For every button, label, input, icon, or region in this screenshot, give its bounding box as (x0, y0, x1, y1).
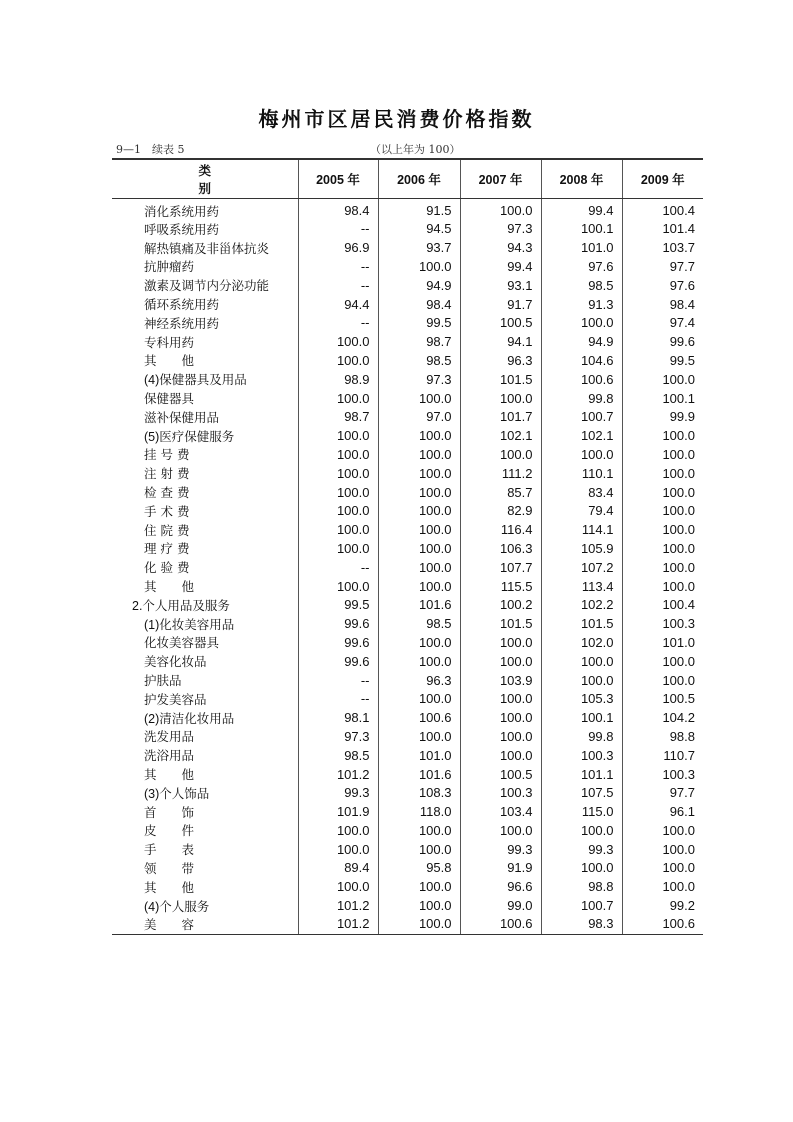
value-2008: 100.3 (541, 746, 622, 765)
value-2006: 100.0 (378, 539, 460, 558)
value-2005: -- (298, 313, 378, 332)
value-2008: 98.8 (541, 877, 622, 896)
value-2007: 94.3 (460, 238, 541, 257)
value-2006: 94.5 (378, 220, 460, 239)
table-row (112, 765, 703, 784)
value-2009: 100.3 (622, 765, 703, 784)
value-2007: 99.3 (460, 840, 541, 859)
row-label: (4)保健器具及用品 (144, 373, 247, 388)
value-2006: 100.0 (378, 633, 460, 652)
value-2009: 97.4 (622, 313, 703, 332)
value-2006: 100.0 (378, 896, 460, 915)
value-2009: 100.0 (622, 539, 703, 558)
value-2007: 85.7 (460, 483, 541, 502)
row-label: 抗肿瘤药 (144, 259, 195, 275)
value-2007: 100.0 (460, 689, 541, 708)
value-2008: 107.5 (541, 783, 622, 802)
table-row (112, 746, 703, 765)
value-2007: 100.5 (460, 313, 541, 332)
value-2007: 94.1 (460, 332, 541, 351)
table-row (112, 577, 703, 596)
value-2005: 101.9 (298, 802, 378, 821)
table-row (112, 859, 703, 878)
value-2007: 100.2 (460, 595, 541, 614)
table-row (112, 238, 703, 257)
row-label: (1)化妆美容用品 (144, 617, 235, 632)
value-2008: 79.4 (541, 501, 622, 520)
value-2008: 104.6 (541, 351, 622, 370)
row-label: 解热镇痛及非甾体抗炎 (144, 240, 270, 256)
value-2008: 110.1 (541, 464, 622, 483)
value-2005: -- (298, 276, 378, 295)
value-2008: 83.4 (541, 483, 622, 502)
table-row (112, 464, 703, 483)
value-2009: 96.1 (622, 802, 703, 821)
value-2005: 98.4 (298, 198, 378, 220)
value-2006: 100.0 (378, 821, 460, 840)
value-2008: 100.0 (541, 652, 622, 671)
value-2008: 91.3 (541, 295, 622, 314)
table-row (112, 501, 703, 520)
value-2008: 100.6 (541, 370, 622, 389)
value-2005: 99.5 (298, 595, 378, 614)
value-2006: 100.0 (378, 464, 460, 483)
value-2009: 100.0 (622, 652, 703, 671)
row-label: 其 他 (144, 353, 195, 369)
value-2008: 107.2 (541, 558, 622, 577)
row-label: 美 容 (112, 915, 298, 935)
value-2006: 93.7 (378, 238, 460, 257)
value-2006: 100.0 (378, 727, 460, 746)
row-label: 手 表 (144, 842, 195, 858)
value-2008: 97.6 (541, 257, 622, 276)
value-2008: 101.0 (541, 238, 622, 257)
value-2007: 100.5 (460, 765, 541, 784)
value-2006: 100.0 (378, 389, 460, 408)
value-2006: 100.0 (378, 483, 460, 502)
table-row (112, 671, 703, 690)
row-label: 洗发用品 (144, 729, 195, 745)
value-2005: 100.0 (298, 501, 378, 520)
value-2005: 100.0 (298, 520, 378, 539)
row-label: 护发美容品 (144, 691, 207, 707)
value-2006: 97.3 (378, 370, 460, 389)
value-2005: 100.0 (298, 445, 378, 464)
row-label: 领 带 (144, 860, 195, 876)
value-2005: 99.6 (298, 652, 378, 671)
value-2008: 100.1 (541, 220, 622, 239)
value-2006: 100.0 (378, 501, 460, 520)
row-label: 皮 件 (144, 823, 195, 839)
header-category: 类 别 (112, 159, 298, 198)
header-2005: 2005 年 (298, 159, 378, 198)
header-2008: 2008 年 (541, 159, 622, 198)
value-2006: 99.5 (378, 313, 460, 332)
value-2009: 100.0 (622, 370, 703, 389)
value-2006: 100.0 (378, 426, 460, 445)
row-label: 2.个人用品及服务 (132, 598, 230, 613)
value-2006: 100.0 (378, 689, 460, 708)
value-2009: 99.6 (622, 332, 703, 351)
value-2008: 99.8 (541, 727, 622, 746)
value-2008: 102.1 (541, 426, 622, 445)
value-2005: 100.0 (298, 483, 378, 502)
row-label: 化妆美容器具 (144, 635, 220, 651)
value-2005: 100.0 (298, 821, 378, 840)
value-2007: 99.0 (460, 896, 541, 915)
row-label: 手 术 费 (144, 503, 190, 519)
row-label: 检 查 费 (144, 485, 190, 501)
value-2005: 100.0 (298, 426, 378, 445)
document-title: 梅州市区居民消费价格指数 (258, 107, 535, 131)
row-label: 化 验 费 (144, 560, 190, 576)
table-row (112, 198, 703, 220)
table-row (112, 614, 703, 633)
value-2006: 100.0 (378, 652, 460, 671)
value-2007: 100.3 (460, 783, 541, 802)
value-2009: 100.0 (622, 558, 703, 577)
header-2009: 2009 年 (622, 159, 703, 198)
table-row (112, 595, 703, 614)
value-2006: 100.0 (378, 257, 460, 276)
table-row (112, 389, 703, 408)
value-2005: -- (298, 689, 378, 708)
header-2007: 2007 年 (460, 159, 541, 198)
value-2006: 100.0 (378, 577, 460, 596)
value-2005: -- (298, 257, 378, 276)
row-label: 护肤品 (144, 673, 182, 689)
value-2007: 116.4 (460, 520, 541, 539)
cpi-table (112, 158, 703, 935)
value-2007: 100.0 (460, 633, 541, 652)
table-row (112, 708, 703, 727)
table-row (112, 426, 703, 445)
value-2005: 100.0 (298, 539, 378, 558)
value-2005: 98.9 (298, 370, 378, 389)
value-2007: 106.3 (460, 539, 541, 558)
value-2007: 101.5 (460, 370, 541, 389)
value-2009: 100.4 (622, 595, 703, 614)
value-2009: 100.0 (622, 840, 703, 859)
row-label: 首 饰 (144, 804, 195, 820)
value-2005: 89.4 (298, 859, 378, 878)
value-2005: 100.0 (298, 464, 378, 483)
value-2007: 103.9 (460, 671, 541, 690)
table-row (112, 652, 703, 671)
value-2008: 102.0 (541, 633, 622, 652)
value-2007: 115.5 (460, 577, 541, 596)
value-2009: 100.0 (622, 577, 703, 596)
value-2007: 100.0 (460, 821, 541, 840)
value-2009: 98.8 (622, 727, 703, 746)
value-2008: 98.3 (541, 915, 622, 935)
table-row (112, 821, 703, 840)
value-2007: 91.9 (460, 859, 541, 878)
table-row (112, 351, 703, 370)
value-2009: 100.0 (622, 859, 703, 878)
value-2007: 82.9 (460, 501, 541, 520)
row-label: (2)清洁化妆用品 (144, 711, 235, 726)
value-2006: 95.8 (378, 859, 460, 878)
value-2009: 99.9 (622, 407, 703, 426)
value-2009: 100.0 (622, 483, 703, 502)
table-body (112, 198, 703, 934)
value-2005: 100.0 (298, 577, 378, 596)
value-2008: 100.0 (541, 859, 622, 878)
value-2006: 98.5 (378, 351, 460, 370)
value-2007: 100.0 (460, 727, 541, 746)
value-2009: 99.2 (622, 896, 703, 915)
value-2008: 100.0 (541, 671, 622, 690)
value-2005: 98.5 (298, 746, 378, 765)
value-2007: 100.0 (460, 652, 541, 671)
value-2007: 111.2 (460, 464, 541, 483)
value-2007: 93.1 (460, 276, 541, 295)
value-2008: 102.2 (541, 595, 622, 614)
row-label: 专科用药 (144, 334, 195, 350)
value-2005: 100.0 (298, 332, 378, 351)
value-2005: 98.1 (298, 708, 378, 727)
table-row (112, 896, 703, 915)
value-2005: 101.2 (298, 765, 378, 784)
value-2006: 96.3 (378, 671, 460, 690)
value-2006: 97.0 (378, 407, 460, 426)
value-2007: 97.3 (460, 220, 541, 239)
value-2006: 100.0 (378, 520, 460, 539)
value-2007: 102.1 (460, 426, 541, 445)
value-2005: 99.3 (298, 783, 378, 802)
row-label: 洗浴用品 (144, 748, 195, 764)
value-2008: 105.9 (541, 539, 622, 558)
row-label: 理 疗 费 (144, 541, 190, 557)
value-2005: 101.2 (298, 896, 378, 915)
value-2007: 96.6 (460, 877, 541, 896)
row-label: 滋补保健用品 (144, 409, 220, 425)
value-2007: 101.7 (460, 407, 541, 426)
value-2007: 99.4 (460, 257, 541, 276)
value-2009: 97.6 (622, 276, 703, 295)
value-2008: 115.0 (541, 802, 622, 821)
value-2009: 97.7 (622, 257, 703, 276)
value-2008: 98.5 (541, 276, 622, 295)
value-2009: 100.3 (622, 614, 703, 633)
table-row (112, 370, 703, 389)
value-2008: 99.3 (541, 840, 622, 859)
value-2008: 101.1 (541, 765, 622, 784)
value-2009: 100.0 (622, 821, 703, 840)
value-2008: 100.0 (541, 313, 622, 332)
row-label: 呼吸系统用药 (144, 221, 220, 237)
table-row (112, 840, 703, 859)
table-row (112, 276, 703, 295)
row-label: 挂 号 费 (144, 447, 190, 463)
value-2009: 100.6 (622, 915, 703, 935)
value-2005: 100.0 (298, 351, 378, 370)
value-2006: 98.7 (378, 332, 460, 351)
table-row (112, 407, 703, 426)
row-label: 美容化妆品 (144, 654, 207, 670)
value-2007: 100.0 (460, 445, 541, 464)
table-row (112, 445, 703, 464)
value-2007: 100.0 (460, 198, 541, 220)
value-2005: 100.0 (298, 877, 378, 896)
value-2009: 100.0 (622, 501, 703, 520)
table-row (112, 295, 703, 314)
row-label: 消化系统用药 (144, 203, 220, 219)
value-2006: 98.5 (378, 614, 460, 633)
value-2006: 100.0 (378, 915, 460, 935)
value-2009: 103.7 (622, 238, 703, 257)
value-2009: 99.5 (622, 351, 703, 370)
value-2006: 98.4 (378, 295, 460, 314)
table-row (112, 558, 703, 577)
value-2005: 101.2 (298, 915, 378, 935)
row-label: 神经系统用药 (144, 315, 220, 331)
value-2009: 100.1 (622, 389, 703, 408)
value-2005: 99.6 (298, 614, 378, 633)
value-2006: 91.5 (378, 198, 460, 220)
value-2005: 94.4 (298, 295, 378, 314)
value-2007: 100.0 (460, 746, 541, 765)
value-2009: 101.0 (622, 633, 703, 652)
value-2009: 110.7 (622, 746, 703, 765)
value-2007: 103.4 (460, 802, 541, 821)
value-2008: 101.5 (541, 614, 622, 633)
value-2009: 98.4 (622, 295, 703, 314)
value-2008: 100.7 (541, 896, 622, 915)
row-label: 保健器具 (144, 391, 195, 407)
value-2008: 100.1 (541, 708, 622, 727)
value-2006: 101.6 (378, 595, 460, 614)
row-label: 其 他 (144, 767, 195, 782)
table-row (112, 257, 703, 276)
base-year-note: （以上年为 100） (370, 143, 461, 156)
value-2005: 97.3 (298, 727, 378, 746)
value-2009: 100.0 (622, 464, 703, 483)
value-2009: 97.7 (622, 783, 703, 802)
row-label: 住 院 费 (144, 522, 190, 538)
value-2006: 100.0 (378, 558, 460, 577)
table-row (112, 727, 703, 746)
value-2009: 100.4 (622, 198, 703, 220)
header-row (112, 159, 703, 198)
table-row (112, 313, 703, 332)
value-2006: 101.0 (378, 746, 460, 765)
table-row (112, 689, 703, 708)
value-2005: 100.0 (298, 389, 378, 408)
value-2008: 114.1 (541, 520, 622, 539)
value-2009: 100.0 (622, 426, 703, 445)
value-2008: 99.4 (541, 198, 622, 220)
value-2005: -- (298, 220, 378, 239)
row-label: 注 射 费 (144, 466, 190, 482)
value-2006: 108.3 (378, 783, 460, 802)
header-2006: 2006 年 (378, 159, 460, 198)
table-row (112, 520, 703, 539)
value-2008: 94.9 (541, 332, 622, 351)
value-2007: 100.0 (460, 708, 541, 727)
row-label: 其 他 (144, 579, 195, 595)
value-2006: 100.6 (378, 708, 460, 727)
row-label: (3)个人饰品 (144, 786, 210, 801)
row-label: 循环系统用药 (144, 297, 220, 313)
table-row (112, 332, 703, 351)
value-2005: -- (298, 558, 378, 577)
value-2009: 100.0 (622, 520, 703, 539)
value-2005: 98.7 (298, 407, 378, 426)
value-2007: 96.3 (460, 351, 541, 370)
value-2006: 100.0 (378, 877, 460, 896)
value-2009: 101.4 (622, 220, 703, 239)
value-2009: 100.0 (622, 877, 703, 896)
table-row (112, 220, 703, 239)
value-2008: 100.0 (541, 821, 622, 840)
row-label: 激素及调节内分泌功能 (144, 278, 270, 294)
table-row (112, 483, 703, 502)
value-2009: 100.5 (622, 689, 703, 708)
row-label: (4)个人服务 (144, 899, 210, 914)
table-row (112, 802, 703, 821)
value-2005: -- (298, 671, 378, 690)
value-2006: 94.9 (378, 276, 460, 295)
value-2006: 100.0 (378, 445, 460, 464)
value-2007: 101.5 (460, 614, 541, 633)
row-label: (5)医疗保健服务 (144, 429, 235, 444)
value-2007: 91.7 (460, 295, 541, 314)
value-2005: 100.0 (298, 840, 378, 859)
value-2009: 100.0 (622, 671, 703, 690)
value-2006: 118.0 (378, 802, 460, 821)
value-2007: 107.7 (460, 558, 541, 577)
table-row (112, 783, 703, 802)
value-2008: 100.0 (541, 445, 622, 464)
value-2009: 104.2 (622, 708, 703, 727)
value-2008: 113.4 (541, 577, 622, 596)
value-2008: 100.7 (541, 407, 622, 426)
table-row (112, 633, 703, 652)
value-2008: 99.8 (541, 389, 622, 408)
table-row (112, 915, 703, 935)
value-2007: 100.6 (460, 915, 541, 935)
table-row (112, 877, 703, 896)
row-label: 其 他 (144, 879, 195, 895)
value-2006: 101.6 (378, 765, 460, 784)
value-2005: 99.6 (298, 633, 378, 652)
table-id: 9—1 续表 5 (116, 143, 185, 156)
table-row (112, 539, 703, 558)
value-2005: 96.9 (298, 238, 378, 257)
value-2007: 100.0 (460, 389, 541, 408)
value-2006: 100.0 (378, 840, 460, 859)
value-2008: 105.3 (541, 689, 622, 708)
value-2009: 100.0 (622, 445, 703, 464)
